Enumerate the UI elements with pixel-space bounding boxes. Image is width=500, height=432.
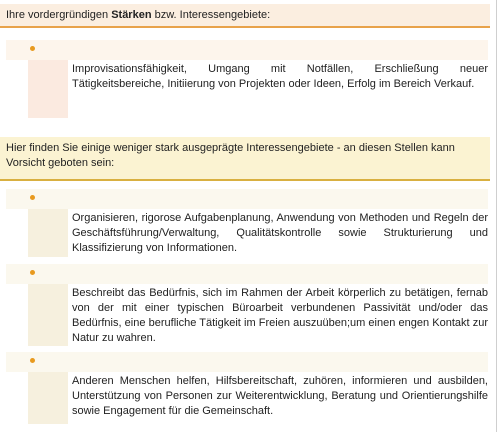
weak-bullet-row-2 — [6, 264, 488, 284]
weaknesses-header — [0, 137, 490, 181]
weak-item-3 — [28, 372, 488, 424]
weak-item-text-1: Organisieren, rigorose Aufgabenplanung, Anwendung von Methoden und Regeln der Geschäftsführung/Verwaltung, Qualitätskontrolle sowie Strukturierung und Klassifizierung von Informationen. — [72, 212, 488, 254]
item-indent-box — [28, 284, 68, 346]
bullet-icon — [30, 358, 35, 363]
bullet-icon — [30, 46, 35, 51]
weak-bullet-row-3 — [6, 352, 488, 372]
weak-item-1 — [28, 209, 488, 257]
strength-bullet-row — [6, 40, 488, 60]
weak-item-text-2: Beschreibt das Bedürfnis, sich im Rahmen der Arbeit körperlich zu betätigen, fernab von der mit einer typischen Büroarbeit verbundenen Passivität und/oder das Bedürfnis, eine berufliche Tätigkeit im Freien auszuüben;um einen engen Kontakt zur Natur zu wahren. — [72, 287, 488, 344]
strengths-header-bold: Stärken — [111, 9, 152, 21]
bullet-icon — [30, 270, 35, 275]
strength-item — [28, 60, 488, 118]
bullet-icon — [30, 195, 35, 200]
weak-bullet-row-1 — [6, 189, 488, 209]
strengths-header-prefix: Ihre vordergründigen — [6, 9, 112, 21]
weaknesses-header-text: Hier finden Sie einige weniger stark ausgeprägte Interessengebiete - an diesen Stellen kann Vorsicht geboten sein: — [6, 142, 455, 169]
item-indent-box — [28, 60, 68, 118]
item-indent-box — [28, 209, 68, 257]
weak-item-2 — [28, 284, 488, 346]
strength-item-text: Improvisationsfähigkeit, Umgang mit Notfällen, Erschließung neuer Tätigkeitsbereiche, Initiierung von Projekten oder Ideen, Erfolg im Bereich Verkauf. — [72, 63, 488, 90]
strengths-header — [0, 4, 490, 28]
strengths-header-suffix: bzw. Interessengebiete: — [151, 9, 271, 21]
item-indent-box — [28, 372, 68, 424]
weak-item-text-3: Anderen Menschen helfen, Hilfsbereitschaft, zuhören, informieren und ausbilden, Unterstützung von Personen zur Weiterentwicklung, Beratung und Orientierungshilfe sowie Engagement für die Gemeinschaft. — [72, 375, 488, 417]
